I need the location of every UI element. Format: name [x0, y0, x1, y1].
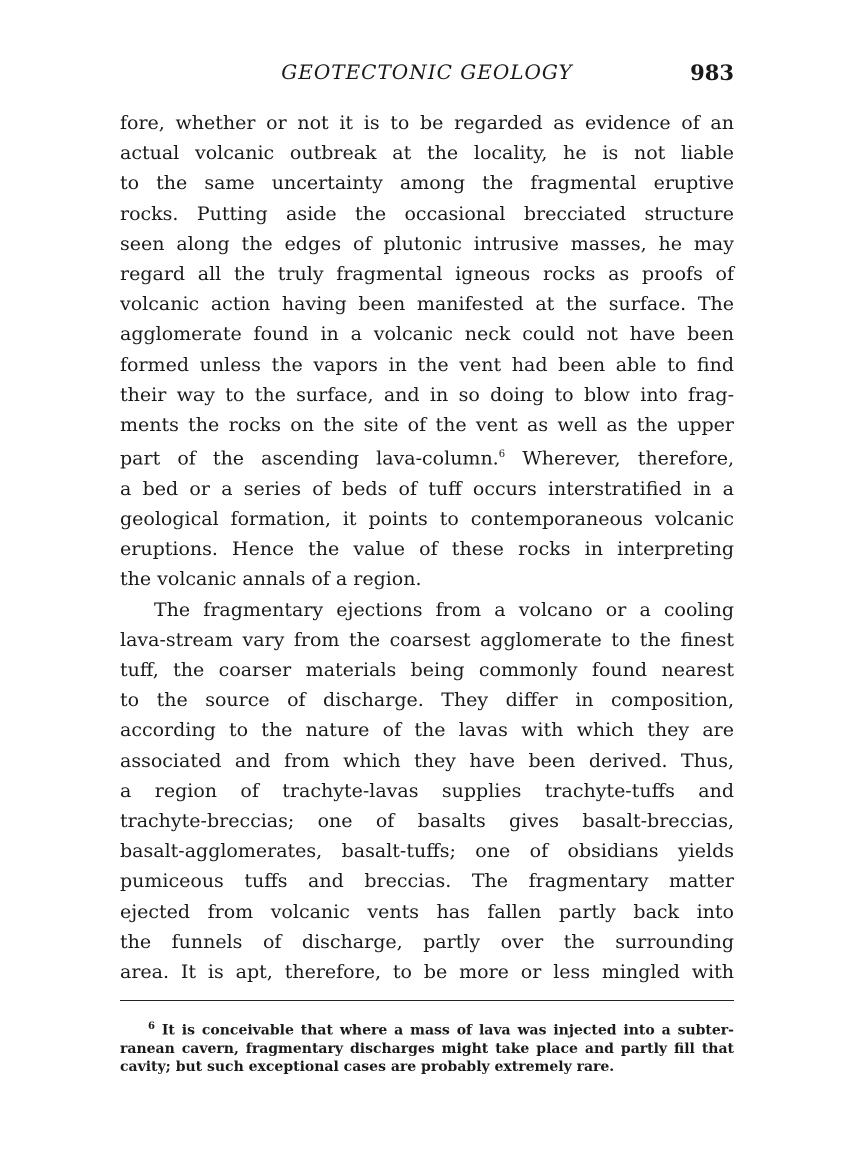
- text-line: The fragmentary ejections from a volcano or a cooling: [154, 598, 734, 621]
- running-title: GEOTECTONIC GEOLOGY: [281, 60, 573, 84]
- text-line: rocks. Putting aside the occasional brecciated structure: [120, 202, 734, 225]
- text-line: seen along the edges of plutonic intrusive masses, he may: [120, 232, 734, 255]
- text-line: geological formation, it points to contemporaneous volcanic: [120, 507, 734, 530]
- footnote-line: ranean cavern, fragmentary discharges might take place and partly fill that: [120, 1040, 734, 1057]
- running-head: [120, 60, 734, 88]
- text-line-start: part of the ascending lava-column.: [120, 447, 499, 470]
- footnote-rule: [120, 1000, 734, 1001]
- text-line: their way to the surface, and in so doing to blow into frag-: [120, 383, 734, 406]
- text-line: according to the nature of the lavas with which they are: [120, 719, 734, 742]
- text-line: fore, whether or not it is to be regarded as evidence of an: [120, 112, 734, 134]
- footnote-line: [120, 1018, 734, 1040]
- footnote: [120, 1018, 734, 1076]
- text-line: ejected from volcanic vents has fallen partly back into: [120, 900, 734, 923]
- text-line: area. It is apt, therefore, to be more or less mingled with: [120, 961, 734, 984]
- text-line-with-footnote-ref: [120, 440, 734, 474]
- text-line: tuff, the coarser materials being commonly found nearest: [120, 658, 734, 681]
- text-line: the funnels of discharge, partly over the surrounding: [120, 930, 734, 953]
- text-line: to the same uncertainty among the fragmental eruptive: [120, 172, 734, 195]
- text-line: a bed or a series of beds of tuff occurs interstratified in a: [120, 477, 734, 500]
- text-line-end: Wherever, therefore,: [505, 447, 734, 470]
- text-line: basalt-agglomerates, basalt-tuffs; one of obsidians yields: [120, 840, 734, 863]
- text-line: to the source of discharge. They differ in composition,: [120, 689, 734, 712]
- text-line: associated and from which they have been derived. Thus,: [120, 749, 734, 772]
- footnote-text: It is conceivable that where a mass of lava was injected into a subter-: [154, 1022, 734, 1039]
- body-text: [120, 108, 734, 987]
- text-line: volcanic action having been manifested at the surface. The: [120, 293, 734, 316]
- text-line: a region of trachyte-lavas supplies trachyte-tuffs and: [120, 779, 734, 802]
- text-line: pumiceous tuffs and breccias. The fragmentary matter: [120, 870, 734, 893]
- text-line: ments the rocks on the site of the vent as well as the upper: [120, 414, 734, 437]
- text-line: regard all the truly fragmental igneous rocks as proofs of: [120, 263, 734, 286]
- text-line: actual volcanic outbreak at the locality, he is not liable: [120, 142, 734, 165]
- footnote-reference[interactable]: 6: [498, 449, 506, 461]
- text-line: formed unless the vapors in the vent had been able to find: [120, 353, 734, 376]
- text-line: eruptions. Hence the value of these rocks in interpreting: [120, 538, 734, 561]
- footnote-marker: 6: [148, 1021, 155, 1032]
- page-number: 983: [690, 60, 734, 85]
- text-line: agglomerate found in a volcanic neck could not have been: [120, 323, 734, 346]
- text-line: trachyte-breccias; one of basalts gives basalt-breccias,: [120, 810, 734, 832]
- text-line: the volcanic annals of a region.: [120, 568, 422, 591]
- text-line: lava-stream vary from the coarsest agglomerate to the finest: [120, 628, 734, 651]
- footnote-line: cavity; but such exceptional cases are probably extremely rare.: [120, 1058, 615, 1075]
